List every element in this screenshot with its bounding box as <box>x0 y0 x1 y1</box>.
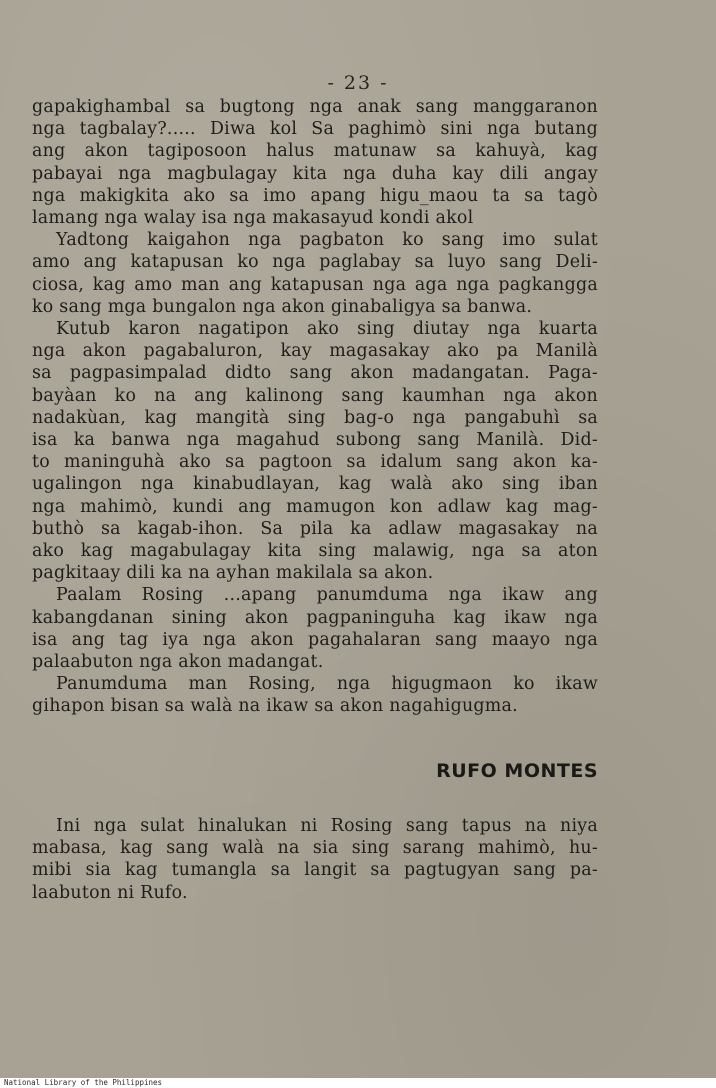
text-line: ugalingon nga kinabudlayan, kag walà ako sing iban <box>32 474 598 495</box>
text-line: palaabuton nga akon madangat. <box>32 652 324 673</box>
text-line: ang akon tagiposoon halus matunaw sa kahuyà, kag <box>32 141 598 162</box>
closing-paragraph <box>32 815 598 904</box>
text-line: nga makigkita ako sa imo apang higu_maou ta sa tagò <box>32 185 598 206</box>
text-line: Paalam Rosing ...apang panumduma nga ikaw ang <box>56 585 598 606</box>
text-line: nga mahimò, kundi ang mamugon kon adlaw kag mag- <box>32 496 598 517</box>
text-line: gihapon bisan sa walà na ikaw sa akon nagahigugma. <box>32 696 518 717</box>
text-line: buthò sa kagab-ihon. Sa pila ka adlaw magasakay na <box>32 518 598 539</box>
text-line: sa pagpasimpalad didto sang akon madangatan. Paga- <box>32 363 598 384</box>
text-line: laabuton ni Rufo. <box>32 882 188 903</box>
letter-signature: RUFO MONTES <box>436 760 598 782</box>
text-line: pagkitaay dili ka na ayhan makilala sa akon. <box>32 563 434 584</box>
letter-body <box>32 96 598 718</box>
text-line: isa ka banwa nga magahud subong sang Manilà. Did- <box>32 430 598 451</box>
text-line: ko sang mga bungalon nga akon ginabaligya sa banwa. <box>32 296 533 317</box>
text-line: Panumduma man Rosing, nga higugmaon ko ikaw <box>56 674 598 695</box>
text-line: nga akon pagabaluron, kay magasakay ako pa Manilà <box>32 341 598 362</box>
text-line: Yadtong kaigahon nga pagbaton ko sang imo sulat <box>56 230 598 251</box>
text-line: mabasa, kag sang walà na sia sing sarang mahimò, hu- <box>32 838 598 859</box>
text-line: isa ang tag iya nga akon pagahalaran sang maayo nga <box>32 629 598 650</box>
page-number: - 23 - <box>327 72 389 94</box>
text-line: pabayai nga magbulagay kita nga duha kay dili angay <box>32 163 598 184</box>
text-line: Ini nga sulat hinalukan ni Rosing sang tapus na niya <box>56 816 598 836</box>
text-line: ciosa, kag amo man ang katapusan nga aga nga pagkangga <box>32 274 598 295</box>
text-line: nga tagbalay?..... Diwa kol Sa paghimò sini nga butang <box>32 119 598 140</box>
text-line: Kutub karon nagatipon ako sing diutay nga kuarta <box>56 319 598 340</box>
text-line: ako kag magabulagay kita sing malawig, nga sa aton <box>32 541 598 562</box>
text-line: nadakùan, kag mangità sing bag-o nga pangabuhì sa <box>32 407 598 428</box>
text-line: to maninguhà ako sa pagtoon sa idalum sang akon ka- <box>32 452 598 473</box>
library-credit: National Library of the Philippines <box>4 1078 163 1087</box>
text-line: lamang nga walay isa nga makasayud kondi akol <box>32 208 474 229</box>
text-line: gapakighambal sa bugtong nga anak sang manggaranon <box>32 97 598 117</box>
text-line: mibi sia kag tumangla sa langit sa pagtugyan sang pa- <box>32 860 598 881</box>
text-line: bayàan ko na ang kalinong sang kaumhan nga akon <box>32 385 598 406</box>
text-line: amo ang katapusan ko nga paglabay sa luyo sang Deli- <box>32 252 598 273</box>
text-line: kabangdanan sining akon pagpaninguha kag ikaw nga <box>32 607 598 628</box>
